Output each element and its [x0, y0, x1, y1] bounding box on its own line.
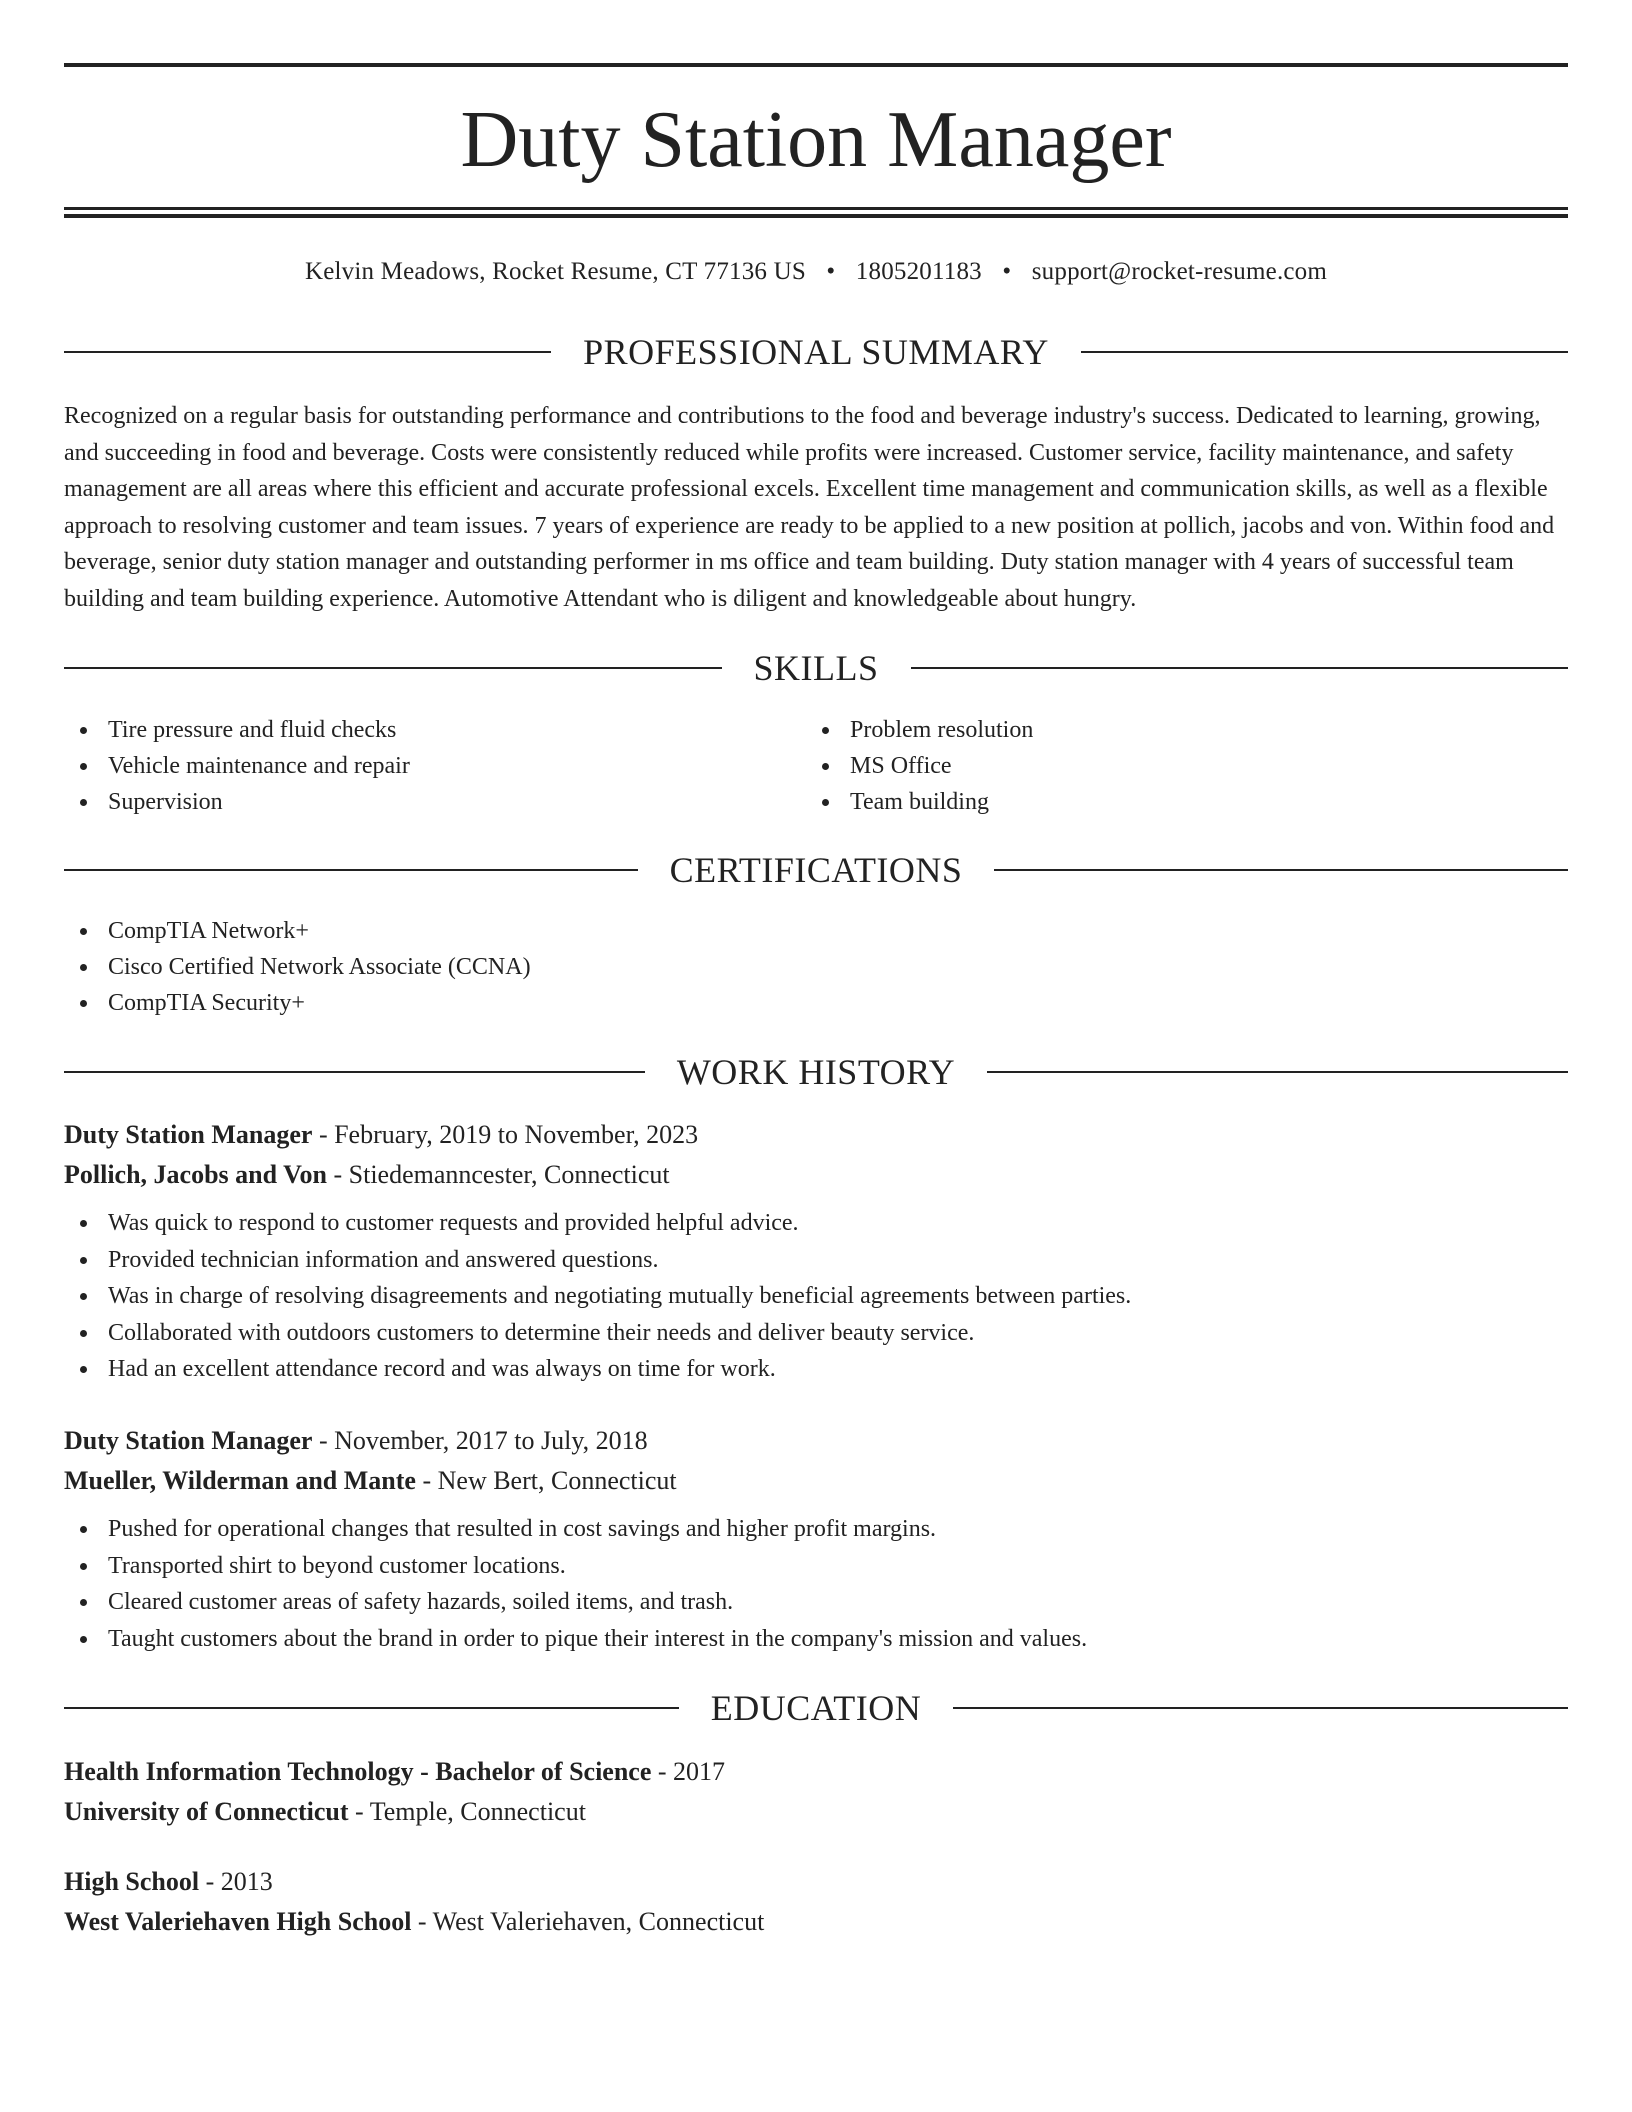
job-dates: - February, 2019 to November, 2023	[312, 1120, 699, 1149]
skills-title: SKILLS	[753, 648, 879, 688]
heading-rule	[64, 1071, 645, 1073]
job-dates: - November, 2017 to July, 2018	[312, 1426, 648, 1455]
degree: Health Information Technology - Bachelor of Science	[64, 1757, 652, 1786]
job-title: Duty Station Manager	[64, 1426, 313, 1455]
job-company-line	[64, 1461, 1568, 1501]
skills-heading	[64, 646, 1568, 690]
job-bullet: Cleared customer areas of safety hazards, soiled items, and trash.	[64, 1584, 1568, 1621]
degree: High School	[64, 1867, 200, 1896]
heading-rule	[64, 1707, 679, 1709]
degree-line	[64, 1752, 1568, 1792]
job-bullet: Transported shirt to beyond customer locations.	[64, 1548, 1568, 1585]
school-location: - Temple, Connecticut	[348, 1797, 586, 1826]
job-bullet: Collaborated with outdoors customers to determine their needs and deliver beauty service.	[64, 1315, 1568, 1352]
school-line	[64, 1792, 1568, 1832]
work-entry	[64, 1421, 1568, 1657]
school-line	[64, 1902, 1568, 1942]
certification-item: Cisco Certified Network Associate (CCNA)	[64, 949, 1568, 985]
skills-list	[64, 712, 1568, 820]
degree-year: - 2017	[651, 1757, 726, 1786]
skill-item: Vehicle maintenance and repair	[64, 748, 806, 784]
education-title: EDUCATION	[710, 1688, 922, 1728]
contact-separator: •	[826, 258, 836, 285]
contact-separator: •	[1002, 258, 1012, 285]
work-heading	[64, 1050, 1568, 1094]
job-bullet: Pushed for operational changes that resulted in cost savings and higher profit margins.	[64, 1511, 1568, 1548]
school: West Valeriehaven High School	[64, 1907, 412, 1936]
skill-item: Supervision	[64, 784, 806, 820]
heading-rule	[1081, 351, 1568, 353]
skills-column-right	[806, 712, 1548, 820]
job-bullet: Was quick to respond to customer requests and provided helpful advice.	[64, 1205, 1568, 1242]
job-bullet: Was in charge of resolving disagreements and negotiating mutually beneficial agreements between parties.	[64, 1278, 1568, 1315]
education-entry	[64, 1752, 1568, 1832]
resume-title: Duty Station Manager	[460, 96, 1172, 184]
work-title: WORK HISTORY	[676, 1052, 956, 1092]
job-location: - Stiedemanncester, Connecticut	[326, 1160, 670, 1189]
school-location: - West Valeriehaven, Connecticut	[411, 1907, 765, 1936]
summary-heading	[64, 330, 1568, 374]
skill-item: Team building	[806, 784, 1548, 820]
job-location: - New Bert, Connecticut	[415, 1466, 677, 1495]
education-entry	[64, 1862, 1568, 1942]
heading-rule	[64, 869, 638, 871]
heading-rule	[987, 1071, 1568, 1073]
job-bullet: Taught customers about the brand in order to pique their interest in the company's mission and values.	[64, 1621, 1568, 1658]
certification-item: CompTIA Network+	[64, 913, 1568, 949]
contact-line	[64, 254, 1568, 290]
education-heading	[64, 1686, 1568, 1730]
header-double-rule	[64, 207, 1568, 218]
heading-rule	[953, 1707, 1568, 1709]
contact-phone: 1805201183	[855, 258, 982, 285]
skill-item: Problem resolution	[806, 712, 1548, 748]
contact-email[interactable]: support@rocket-resume.com	[1031, 258, 1328, 285]
job-bullet: Had an excellent attendance record and was always on time for work.	[64, 1351, 1568, 1388]
heading-rule	[994, 869, 1568, 871]
skill-item: Tire pressure and fluid checks	[64, 712, 806, 748]
work-entry	[64, 1115, 1568, 1388]
job-title-line	[64, 1421, 1568, 1461]
certification-item: CompTIA Security+	[64, 985, 1568, 1021]
header-top-rule	[64, 63, 1568, 67]
job-bullet: Provided technician information and answered questions.	[64, 1242, 1568, 1279]
summary-text: Recognized on a regular basis for outstanding performance and contributions to the food and beverage industry's success. Dedicated to learning, growing, and succeeding in food and beverage. Costs were consistently reduced while profits were increased. Customer service, facility maintenance, and safety management are all areas where this efficient and accurate professional excels. Excellent time management and communication skills, as well as a flexible approach to resolving customer and team issues. 7 years of experience are ready to be applied to a new position at pollich, jacobs and von. Within food and beverage, senior duty station manager and outstanding performer in ms office and team building. Duty station manager with 4 years of successful team building and team building experience. Automotive Attendant who is diligent and knowledgeable about hungry.	[64, 403, 1555, 612]
heading-rule	[64, 351, 551, 353]
degree-year: - 2013	[199, 1867, 273, 1896]
job-title: Duty Station Manager	[64, 1120, 313, 1149]
heading-rule	[64, 667, 722, 669]
certifications-title: CERTIFICATIONS	[669, 850, 963, 890]
contact-address: Kelvin Meadows, Rocket Resume, CT 77136 US	[304, 258, 806, 285]
job-title-line	[64, 1115, 1568, 1155]
job-company-line	[64, 1155, 1568, 1195]
summary-title: PROFESSIONAL SUMMARY	[583, 332, 1049, 372]
job-company: Pollich, Jacobs and Von	[64, 1160, 327, 1189]
certifications-heading	[64, 848, 1568, 892]
skill-item: MS Office	[806, 748, 1548, 784]
skills-column-left	[64, 712, 806, 820]
certifications-list	[64, 913, 1568, 1021]
heading-rule	[911, 667, 1569, 669]
job-company: Mueller, Wilderman and Mante	[64, 1466, 416, 1495]
degree-line	[64, 1862, 1568, 1902]
school: University of Connecticut	[64, 1797, 349, 1826]
